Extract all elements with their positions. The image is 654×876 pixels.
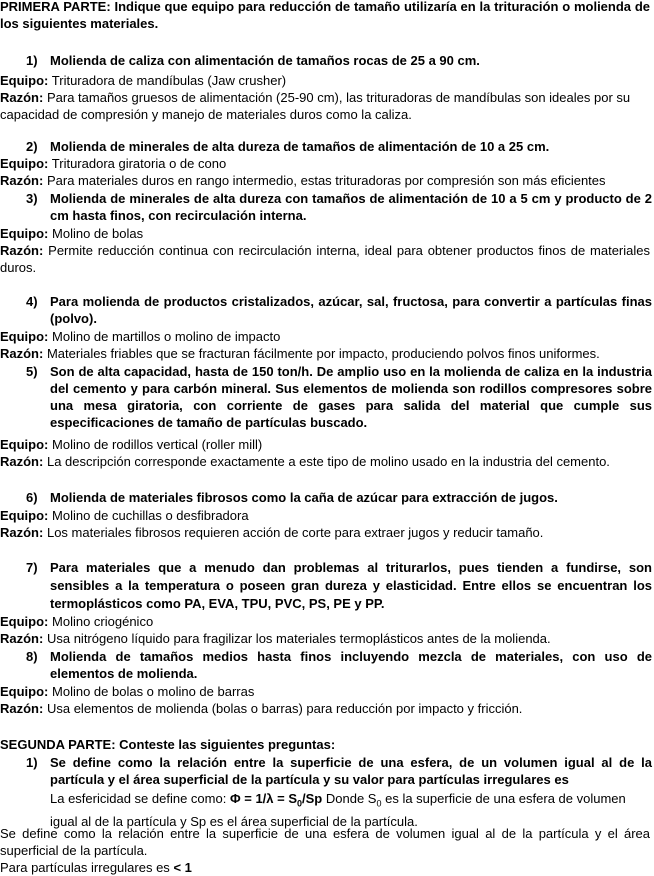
item-equipo (0, 328, 650, 345)
razon-value: Usa elementos de molienda (bolas o barras) para reducción por impacto y fricción. (46, 701, 523, 716)
item-equipo (0, 436, 650, 453)
formula-rhs: /Sp (302, 791, 323, 806)
equipo-label: Equipo: (0, 73, 49, 88)
razon-label: Razón: (0, 243, 44, 258)
razon-value: La descripción corresponde exactamente a este tipo de molino usado en la industria del cemento. (46, 454, 610, 469)
equipo-label: Equipo: (0, 508, 49, 523)
item-equipo (0, 507, 650, 524)
equipo-value: Molino criogénico (52, 614, 154, 629)
item-number: 4) (26, 294, 38, 309)
razon-label: Razón: (0, 525, 44, 540)
formula-donde-subscript: 0 (376, 798, 382, 809)
equipo-label: Equipo: (0, 156, 49, 171)
item-razon (0, 172, 650, 189)
irregular-answer (0, 859, 650, 876)
item-razon (0, 630, 650, 647)
part2-intro: SEGUNDA PARTE: Conteste las siguientes preguntas: (0, 737, 336, 752)
razon-label: Razón: (0, 90, 44, 105)
equipo-value: Molino de rodillos vertical (roller mill) (52, 437, 263, 452)
formula-subscript: 0 (297, 798, 303, 809)
item-number: 6) (26, 490, 38, 505)
answer-text: Se define como la relación entre la superficie de una esfera de volumen igual al de la partícula y el área superficial de la partícula. (0, 826, 650, 858)
equipo-label: Equipo: (0, 329, 49, 344)
equipo-label: Equipo: (0, 226, 49, 241)
item-razon (0, 89, 650, 123)
item-equipo (0, 613, 650, 630)
item-question: Molienda de minerales de alta dureza de tamaños de alimentación de 10 a 25 cm. (50, 139, 550, 154)
item-razon (0, 524, 650, 541)
item-razon (0, 453, 650, 470)
question-text: Se define como la relación entre la superficie de una esfera, de un volumen igual al de la partícula y el área superficial de la partícula y su valor para partículas irregulares es (50, 755, 652, 787)
item-question: Molienda de materiales fibrosos como la caña de azúcar para extracción de jugos. (50, 490, 558, 505)
formula-donde: Donde S (325, 791, 377, 806)
item-number: 5) (26, 364, 38, 379)
razon-value: Permite reducción continua con recirculación interna, ideal para obtener productos finos de materiales duros. (0, 243, 650, 275)
equipo-value: Molino de bolas o molino de barras (52, 684, 255, 699)
formula-lhs: Φ = 1/λ = S (229, 791, 297, 806)
item-equipo (0, 155, 650, 172)
item-question: Para materiales que a menudo dan problemas al triturarlos, pues tienden a fundirse, son sensibles a la temperatura o poseen gran dureza y elasticidad. Entre ellos se encuentran los termoplásticos como PA, EVA, TPU, PVC, PS, PE y PP. (50, 560, 652, 611)
item-number: 3) (26, 191, 38, 206)
item-question: Molienda de minerales de alta dureza con tamaños de alimentación de 10 a 5 cm y producto de 2 cm hasta finos, con recirculación interna. (50, 191, 652, 223)
razon-value: Para materiales duros en rango intermedio, estas trituradoras por compresión son más eficientes (46, 173, 606, 188)
item-number: 7) (26, 560, 38, 575)
item-razon (0, 345, 650, 362)
razon-label: Razón: (0, 454, 44, 469)
question-number: 1) (26, 755, 38, 770)
razon-value: Usa nitrógeno líquido para fragilizar los materiales termoplásticos antes de la molienda. (46, 631, 551, 646)
item-question: Molienda de tamaños medios hasta finos incluyendo mezcla de materiales, con uso de elementos de molienda. (50, 649, 652, 681)
sphericity-formula (50, 790, 652, 830)
irregular-value: < 1 (173, 860, 192, 875)
item-number: 8) (26, 649, 38, 664)
item-number: 2) (26, 139, 38, 154)
razon-value: Para tamaños gruesos de alimentación (25-90 cm), las trituradoras de mandíbulas son ideales por su capacidad de compresión y manejo de materiales duros como la caliza. (0, 90, 631, 122)
irregular-prefix: Para partículas irregulares es (0, 860, 170, 875)
part1-intro: PRIMERA PARTE: Indique que equipo para reducción de tamaño utilizaría en la trituración o molienda de los siguientes materiales. (0, 0, 650, 31)
equipo-value: Molino de cuchillas o desfibradora (52, 508, 249, 523)
item-equipo (0, 683, 650, 700)
item-question: Para molienda de productos cristalizados, azúcar, sal, fructosa, para convertir a partículas finas (polvo). (50, 294, 652, 326)
item-razon (0, 700, 650, 717)
razon-label: Razón: (0, 173, 44, 188)
item-equipo (0, 225, 650, 242)
item-question: Son de alta capacidad, hasta de 150 ton/h. De amplio uso en la molienda de caliza en la industria del cemento y para carbón mineral. Sus elementos de molienda son rodillos compresores sobre una mesa giratoria, con corriente de gases para salida del material que cumple sus especificaciones de tamaño de partículas buscado. (50, 364, 652, 430)
equipo-value: Molino de bolas (52, 226, 144, 241)
razon-value: Materiales friables que se fracturan fácilmente por impacto, produciendo polvos finos uniformes. (46, 346, 600, 361)
item-question: Molienda de caliza con alimentación de tamaños rocas de 25 a 90 cm. (50, 53, 480, 68)
equipo-value: Molino de martillos o molino de impacto (52, 329, 281, 344)
equipo-label: Equipo: (0, 684, 49, 699)
formula-rest: es la superficie de una esfera de volumen igual al de la partícula y Sp es el área superficial de la partícula. (50, 791, 626, 829)
razon-label: Razón: (0, 701, 44, 716)
item-number: 1) (26, 53, 38, 68)
equipo-value: Trituradora de mandíbulas (Jaw crusher) (51, 73, 287, 88)
equipo-value: Trituradora giratoria o de cono (51, 156, 227, 171)
equipo-label: Equipo: (0, 437, 49, 452)
equipo-label: Equipo: (0, 614, 49, 629)
formula-prefix: La esfericidad se define como: (50, 791, 227, 806)
item-equipo (0, 72, 650, 89)
razon-value: Los materiales fibrosos requieren acción de corte para extraer jugos y reducir tamaño. (46, 525, 544, 540)
razon-label: Razón: (0, 346, 44, 361)
razon-label: Razón: (0, 631, 44, 646)
item-razon (0, 242, 650, 276)
